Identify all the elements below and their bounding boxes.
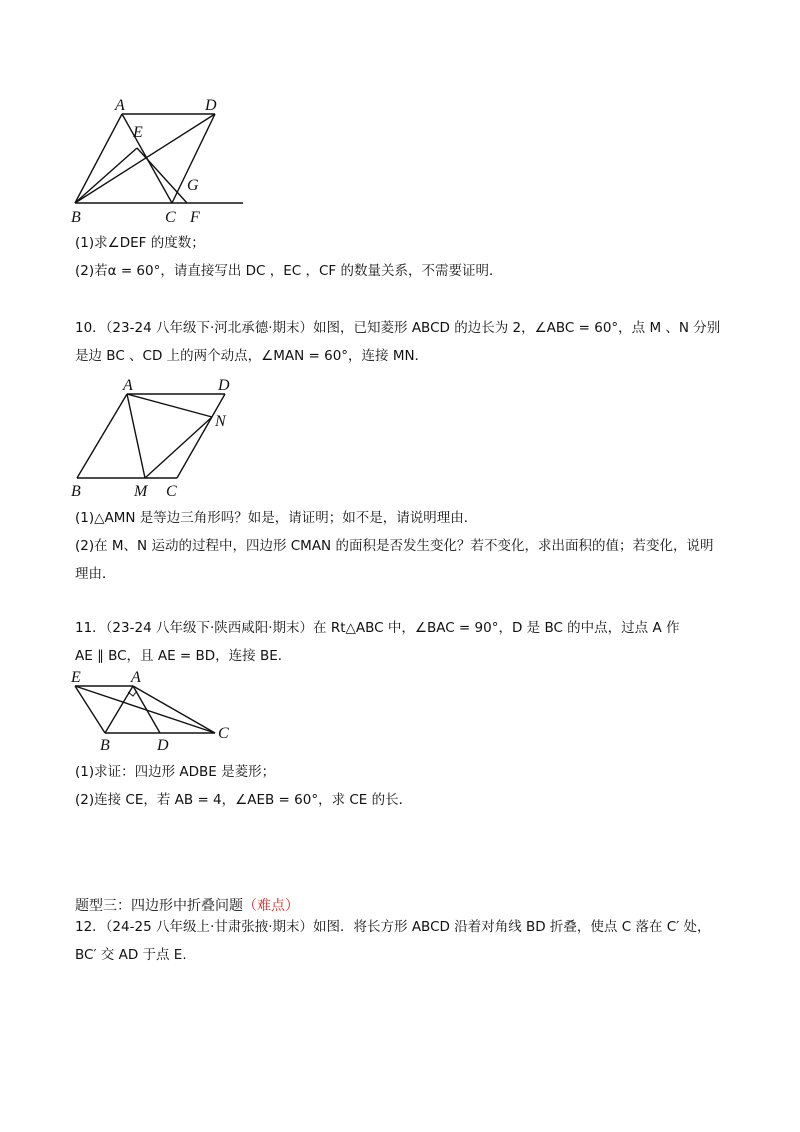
label-B: B [71,483,81,499]
q11-line1: 11．（23-24 八年级下·陕西咸阳·期末）在 Rt△ABC 中，∠BAC = 90°，D 是 BC 的中点，过点 A 作 [75,620,680,636]
q10-parts [75,508,735,584]
label-A: A [123,377,133,394]
q11-parts [75,762,735,810]
q12-stem [75,917,735,965]
label-G: G [187,177,199,194]
q11-part2: (2)连接 CE，若 AB = 4，∠AEB = 60°，求 CE 的长． [75,792,413,808]
label-A: A [115,97,125,114]
label-D: D [218,377,230,394]
q10-part2-line2: 理由． [75,566,116,582]
q9-part1: (1)求∠DEF 的度数； [75,235,205,251]
q10-part2-line1: (2)在 M、N 运动的过程中，四边形 CMAN 的面积是否发生变化？若不变化，求出面积的值；若变化，说明 [75,538,714,554]
q9-figure [65,92,250,227]
label-C: C [218,725,229,742]
label-D: D [205,97,217,114]
section-heading [75,896,735,916]
q9-part2: (2)若α = 60°，请直接写出 DC ，EC ，CF 的数量关系，不需要证明． [75,263,503,279]
q10-line2: 是边 BC 、CD 上的两个动点，∠MAN = 60°，连接 MN． [75,348,429,364]
q11-stem [75,618,735,666]
label-M: M [134,483,148,499]
label-F: F [190,209,200,226]
label-D: D [157,737,169,754]
q10-part1: (1)△AMN 是等边三角形吗？如是，请证明；如不是，请说明理由． [75,510,478,526]
label-B: B [100,737,110,754]
q10-line1: 10．（23-24 八年级下·河北承德·期末）如图，已知菱形 ABCD 的边长为 2，∠ABC = 60°，点 M 、N 分别 [75,320,721,336]
label-C: C [166,483,177,499]
section-title: 题型三：四边形中折叠问题 [75,898,243,914]
q10-figure [65,374,245,499]
label-C: C [165,209,176,226]
label-E: E [71,669,81,686]
label-N: N [215,413,226,430]
q9-parts [75,233,735,281]
q12-line2: BC′ 交 AD 于点 E. [75,947,187,963]
label-E: E [133,124,143,141]
q11-figure [65,666,245,756]
q11-line2: AE ∥ BC，且 AE = BD，连接 BE． [75,648,292,664]
label-A: A [131,669,141,686]
q12-line1: 12．（24-25 八年级上·甘肃张掖·期末）如图．将长方形 ABCD 沿着对角线 BD 折叠，使点 C 落在 C′ 处， [75,919,711,935]
q11-part1: (1)求证：四边形 ADBE 是菱形； [75,764,276,780]
q10-stem [75,318,735,366]
difficulty-tag: （难点） [243,898,299,914]
label-B: B [71,209,81,226]
